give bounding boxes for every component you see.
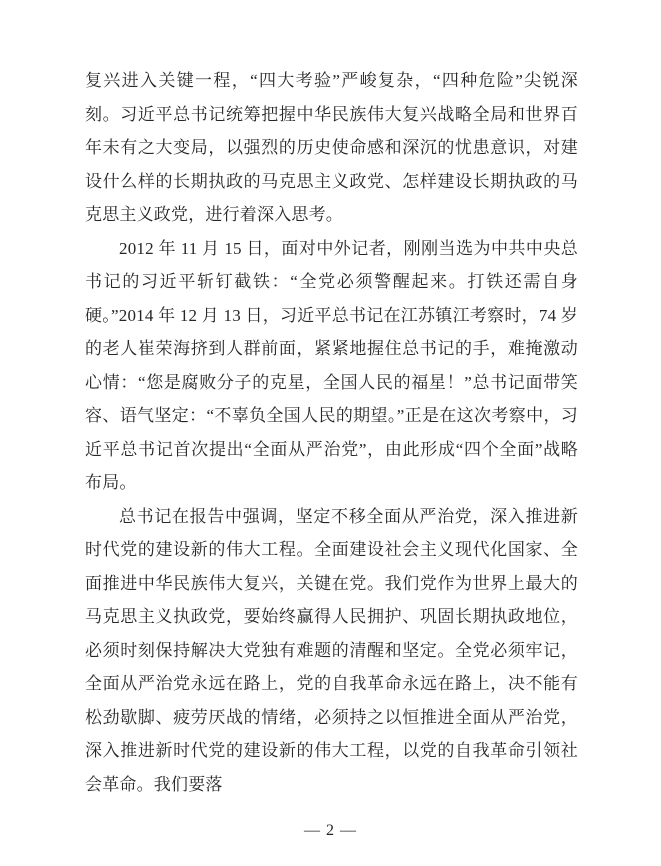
page-number: — 2 — [304, 822, 357, 839]
paragraph-2: 2012 年 11 月 15 日，面对中外记者，刚刚当选为中共中央总书记的习近平斩钉截铁：“全党必须警醒起来。打铁还需自身硬。”2014 年 12 月 13 日，习近平总书记在江苏镇江考察时，74 岁的老人崔荣海挤到人群前面，紧紧地握住总书记的手，难掩激动心情：“您是腐败分子的克星，全国人民的福星！”总书记面带笑容、语气坚定：“不辜负全国人民的期望。”正是在这次考察中，习近平总书记首次提出“全面从严治党”，由此形成“四个全面”战略布局。 [85, 238, 578, 492]
paragraph-continuation: 复兴进入关键一程，“四大考验”严峻复杂，“四种危险”尖锐深刻。习近平总书记统筹把握中华民族伟大复兴战略全局和世界百年未有之大变局，以强烈的历史使命感和深沉的忧患意识，对建设什么样的长期执政的马克思主义政党、怎样建设长期执政的马克思主义政党，进行着深入思考。 [85, 71, 578, 224]
document-body [85, 64, 578, 801]
paragraph-3: 总书记在报告中强调，坚定不移全面从严治党，深入推进新时代党的建设新的伟大工程。全面建设社会主义现代化国家、全面推进中华民族伟大复兴，关键在党。我们党作为世界上最大的马克思主义执政党，要始终赢得人民拥护、巩固长期执政地位，必须时刻保持解决大党独有难题的清醒和坚定。全党必须牢记，全面从严治党永远在路上，党的自我革命永远在路上，决不能有松劲歇脚、疲劳厌战的情绪，必须持之以恒推进全面从严治党，深入推进新时代党的建设新的伟大工程，以党的自我革命引领社会革命。我们要落 [85, 506, 578, 794]
